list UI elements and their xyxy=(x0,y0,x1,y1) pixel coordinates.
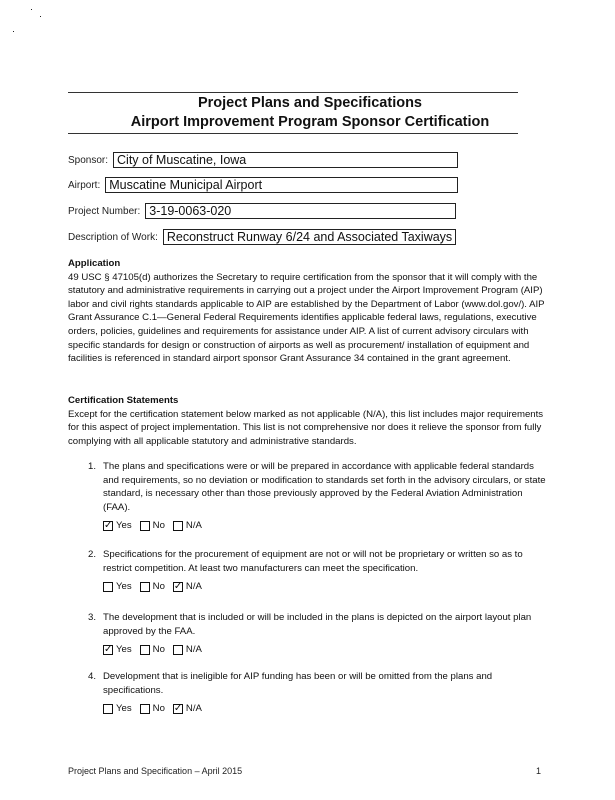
airport-input[interactable]: Muscatine Municipal Airport xyxy=(105,177,458,193)
option-yes[interactable] xyxy=(103,702,132,716)
option-yes[interactable] xyxy=(103,580,132,594)
checked-checkbox-icon[interactable] xyxy=(103,521,113,531)
option-label: Yes xyxy=(116,581,132,593)
statement-options xyxy=(103,643,548,657)
checkbox-icon[interactable] xyxy=(103,582,113,592)
option-no[interactable] xyxy=(140,580,165,594)
project-number-field xyxy=(68,203,456,219)
statement-3 xyxy=(88,611,548,657)
statement-text: Specifications for the procurement of equipment are not or will not be proprietary or written so as to restrict competition. At least two manufacturers can meet the specification. xyxy=(103,549,523,574)
option-label: Yes xyxy=(116,703,132,715)
statement-text: Development that is ineligible for AIP funding has been or will be omitted from the plans and specifications. xyxy=(103,671,493,696)
airport-field xyxy=(68,177,458,193)
statement-number: 2. xyxy=(88,549,97,560)
sponsor-field xyxy=(68,152,458,168)
option-na[interactable] xyxy=(173,580,202,594)
option-label: N/A xyxy=(185,644,202,656)
option-yes[interactable] xyxy=(103,519,132,533)
page-subtitle: Airport Improvement Program Sponsor Certification xyxy=(130,114,490,130)
scan-speck xyxy=(40,16,41,17)
option-yes[interactable] xyxy=(103,643,132,657)
top-rule xyxy=(68,92,518,93)
option-no[interactable] xyxy=(140,702,165,716)
sponsor-label: Sponsor: xyxy=(68,154,109,166)
checkbox-icon[interactable] xyxy=(140,645,150,655)
checkbox-icon[interactable] xyxy=(140,704,150,714)
project-number-label: Project Number: xyxy=(68,205,141,217)
statement-options xyxy=(103,519,548,533)
application-section xyxy=(68,257,548,366)
option-na[interactable] xyxy=(173,702,202,716)
option-label: Yes xyxy=(116,520,132,532)
checked-checkbox-icon[interactable] xyxy=(173,704,183,714)
statement-4 xyxy=(88,670,548,716)
option-no[interactable] xyxy=(140,643,165,657)
option-na[interactable] xyxy=(173,519,202,533)
option-label: N/A xyxy=(185,581,202,593)
option-label: No xyxy=(152,703,165,715)
certification-section xyxy=(68,394,548,448)
option-label: No xyxy=(152,644,165,656)
sponsor-input[interactable]: City of Muscatine, Iowa xyxy=(113,152,458,168)
application-body: 49 USC § 47105(d) authorizes the Secretary to require certification from the sponsor that it will comply with the statutory and administrative requirements in carrying out a project under the Airport Improvement Program (AIP) labor and civil rights standards applicable to AIP are established by the Department of Labor (www.dol.gov/). AIP Grant Assurance C.1—General Federal Requirements identifies applicable federal laws, regulations, executive orders, policies, guidelines and requirements for assistance under AIP. A list of current advisory circulars with specific standards for design or construction of airports as well as procurement/ installation of equipment and facilities is referenced in standard airport sponsor Grant Assurance 34 contained in the grant agreement. xyxy=(68,271,545,365)
statement-text: The development that is included or will be included in the plans is depicted on the airport layout plan approved by the FAA. xyxy=(103,612,532,637)
statement-2 xyxy=(88,548,548,594)
option-no[interactable] xyxy=(140,519,165,533)
airport-label: Airport: xyxy=(68,179,101,191)
statement-text: The plans and specifications were or will be prepared in accordance with applicable federal standards and requirements, so no deviation or modification to standards set forth in the advisory circulars, or state standard, is necessary other than those previously approved by the Federal Aviation Administration (FAA). xyxy=(103,461,546,513)
statement-number: 1. xyxy=(88,461,97,472)
checked-checkbox-icon[interactable] xyxy=(103,645,113,655)
footer-text: Project Plans and Specification – April 2015 xyxy=(68,766,243,776)
option-label: N/A xyxy=(185,520,202,532)
checkbox-icon[interactable] xyxy=(140,521,150,531)
project-number-input[interactable]: 3-19-0063-020 xyxy=(145,203,456,219)
checkbox-icon[interactable] xyxy=(140,582,150,592)
scan-speck xyxy=(31,9,32,10)
option-label: No xyxy=(152,581,165,593)
page-title: Project Plans and Specifications xyxy=(197,95,422,111)
certification-body: Except for the certification statement below marked as not applicable (N/A), this list includes major requirements for this aspect of project implementation. This list is not comprehensive nor does it relieve the sponsor from fully complying with all applicable statutory and administrative standards. xyxy=(68,408,544,447)
statement-number: 3. xyxy=(88,612,97,623)
option-label: No xyxy=(152,520,165,532)
certification-heading: Certification Statements xyxy=(68,395,179,406)
checkbox-icon[interactable] xyxy=(173,521,183,531)
scan-speck xyxy=(13,31,14,32)
statement-1 xyxy=(88,460,548,533)
option-na[interactable] xyxy=(173,643,202,657)
statement-options xyxy=(103,702,548,716)
statement-options xyxy=(103,580,548,594)
statement-number: 4. xyxy=(88,671,97,682)
checkbox-icon[interactable] xyxy=(103,704,113,714)
description-label: Description of Work: xyxy=(68,231,158,243)
option-label: N/A xyxy=(185,703,202,715)
description-field xyxy=(68,229,456,245)
checkbox-icon[interactable] xyxy=(173,645,183,655)
checked-checkbox-icon[interactable] xyxy=(173,582,183,592)
page-number: 1 xyxy=(536,766,542,776)
title-rule xyxy=(68,133,518,134)
option-label: Yes xyxy=(116,644,132,656)
application-heading: Application xyxy=(68,258,121,269)
description-input[interactable]: Reconstruct Runway 6/24 and Associated Taxiways xyxy=(163,229,456,245)
